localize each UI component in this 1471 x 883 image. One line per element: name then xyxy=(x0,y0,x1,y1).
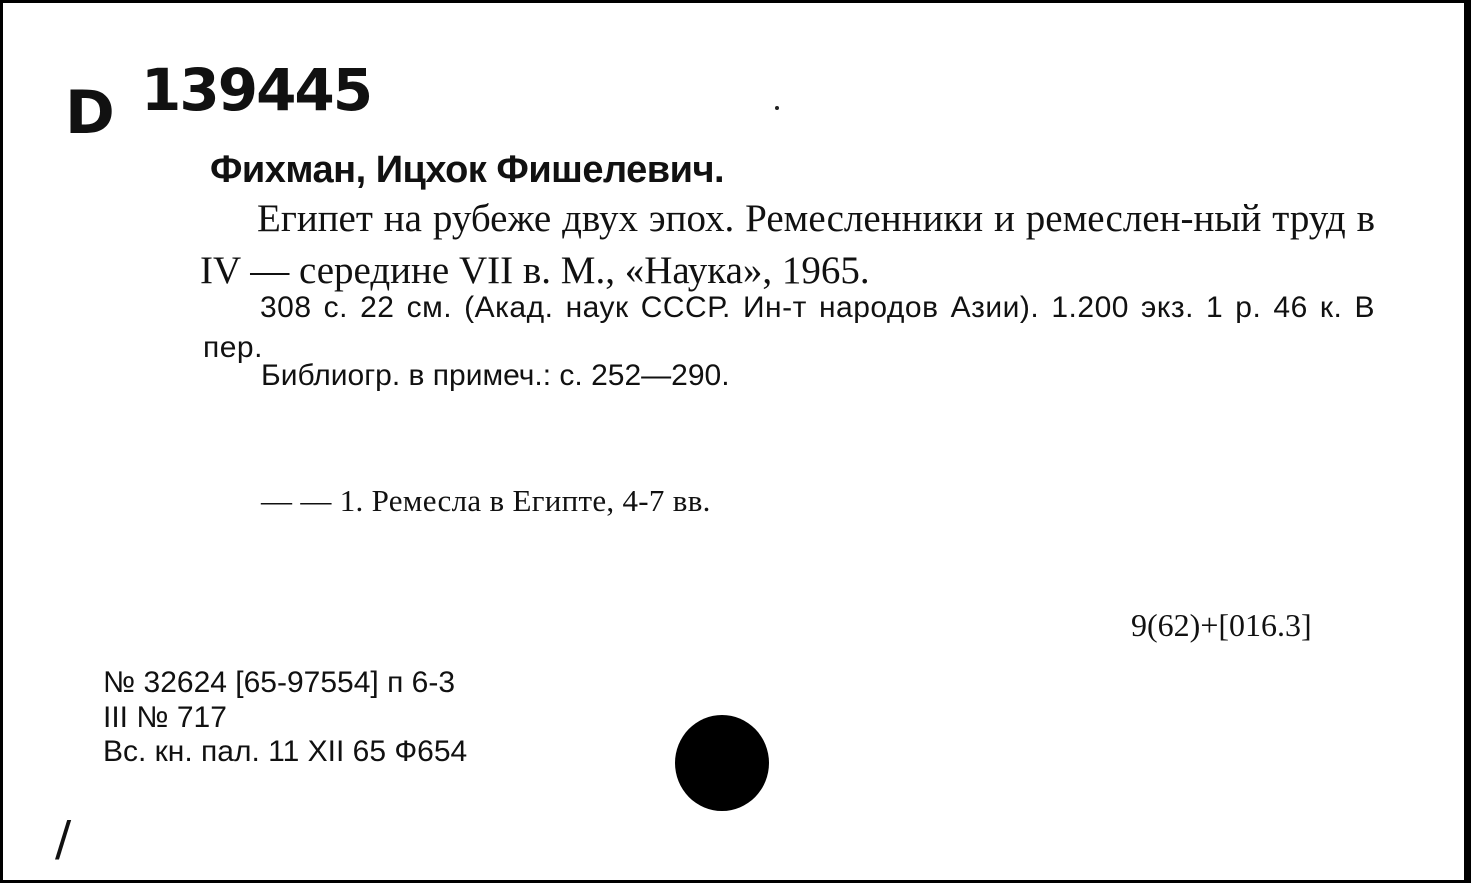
margin-mark: / xyxy=(55,811,72,867)
classification-code: 9(62)+[016.3] xyxy=(1131,607,1312,643)
ink-speck xyxy=(775,106,779,110)
physical-description: 308 с. 22 см. (Акад. наук СССР. Ин-т народов Азии). 1.200 экз. 1 р. 46 к. В пер. xyxy=(203,291,1375,364)
record-chamber-line: Вс. кн. пал. 11 XII 65 Ф654 xyxy=(103,735,468,768)
subject-heading: — — 1. Ремесла в Египте, 4-7 вв. xyxy=(261,483,711,518)
punch-hole xyxy=(675,715,769,811)
catalog-card xyxy=(3,3,1466,880)
record-series-line: III № 717 xyxy=(103,701,227,734)
record-number-line: № 32624 [65-97554] п 6-3 xyxy=(103,666,456,699)
author-heading: Фихман, Ицхок Фишелевич. xyxy=(210,149,725,191)
bibliography-note: Библиогр. в примеч.: с. 252—290. xyxy=(261,359,730,392)
handwritten-call-number: 139445 xyxy=(141,56,372,124)
handwritten-letter: D xyxy=(65,78,115,148)
title-statement: Египет на рубеже двух эпох. Ремесленники и ремеслен-ный труд в IV — середине VII в. М., «Наука», 1965. xyxy=(200,197,1375,292)
